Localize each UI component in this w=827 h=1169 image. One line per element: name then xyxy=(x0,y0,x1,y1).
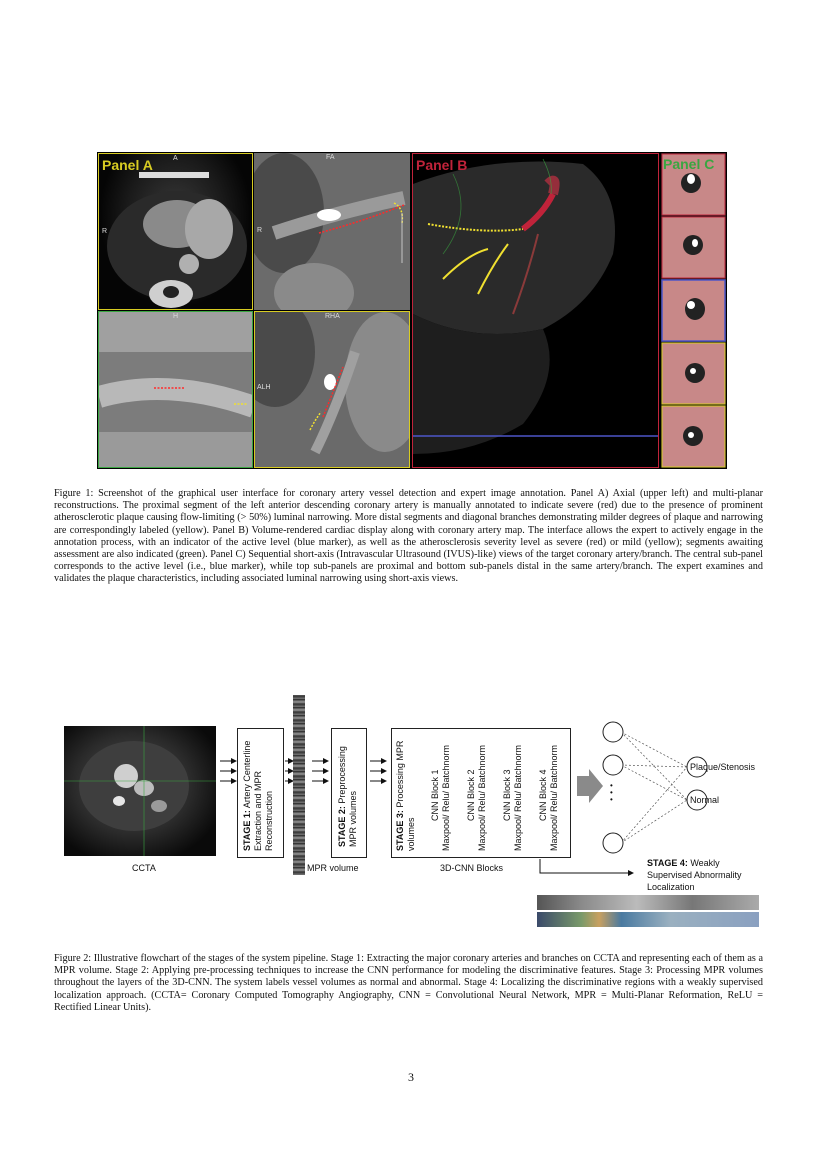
stage-3-rest: Processing MPR xyxy=(395,740,405,811)
ccta-image xyxy=(64,726,216,856)
cnn-block-4 xyxy=(538,745,560,851)
cnn-block-3-name: CNN Block 3 xyxy=(502,769,512,821)
short-axis-view-5 xyxy=(662,406,725,467)
localization-strip-1 xyxy=(537,895,759,910)
stage-3-bold: STAGE 3: xyxy=(395,810,405,851)
ccta-label: CCTA xyxy=(132,863,156,873)
h-ct-image xyxy=(99,312,253,468)
panel-a-axial-view[interactable] xyxy=(98,153,253,310)
panel-a-h-view[interactable] xyxy=(98,311,253,468)
panel-b-label: Panel B xyxy=(416,157,468,173)
stage-1-rest: Artery Centerline xyxy=(242,740,252,811)
stage-1-text xyxy=(242,741,275,851)
hidden-node-3 xyxy=(603,833,623,853)
view-label-rha: RHA xyxy=(325,313,340,320)
output-network xyxy=(595,713,775,863)
view-label-fa: FA xyxy=(326,154,335,161)
cnn-block-4-name: CNN Block 4 xyxy=(538,769,548,821)
view-label-r2: R xyxy=(257,227,263,234)
rha-ct-image xyxy=(255,312,410,468)
stage-1-box xyxy=(237,728,284,858)
stage-4-line2: Supervised Abnormality xyxy=(647,870,742,880)
output-label-normal: Normal xyxy=(690,795,720,805)
cardiac-volume-render xyxy=(413,154,659,468)
stage-3-line2: volumes xyxy=(406,817,416,851)
figure-1-caption: Figure 1: Screenshot of the graphical user interface for coronary artery vessel detection and expert image annotation. Panel A) Axial (upper left) and multi-planar reconstructions. The proximal segment of the left anterior descending coronary artery is manually annotated to indicate severe (red) due to the presence of prominent atherosclerotic plaque causing flow-limiting (> 50%) luminal narrowing. More distal segments and diagonal branches demonstrating milder degrees of plaque and narrowing are correspondingly labeled (yellow). Panel B) Volume-rendered cardiac display along with coronary artery map. The interface allows the expert to actively engage in the annotation process, with an indicator of the active level (blue marker), as well as the atherosclerosis severity level as severe (red) or mild (yellow); segments awaiting assessment are also indicated (green). Panel C) Sequential short-axis (Intravascular Ultrasound (IVUS)-like) views of the target coronary artery/branch. The central sub-panel corresponds to the active level (i.e., blue marker), while top sub-panels are proximal and bottom sub-panels distal in the same artery/branch. The expert examines and validates the plaque characteristics, including associated luminal narrowing using short-axis views. xyxy=(54,488,763,585)
page-number: 3 xyxy=(408,1070,414,1084)
figure-2-caption: Figure 2: Illustrative flowchart of the stages of the system pipeline. Stage 1: Extracting the major coronary arteries and branches on CCTA and representing each of them as a MPR volume. Stage 2: Applying pre-processing techniques to increase the CNN performance for modeling the discriminative features. Stage 3: Processing MPR volumes throughout the layers of the 3D-CNN. The system labels vessel volumes as normal and abnormal. Stage 4: Localizing the discriminative regions with a weakly supervised localization approach. (CCTA= Coronary Computed Tomography Angiography, CNN = Convolutional Neural Network, MPR = Multi-Planar Reformation, ReLU = Rectified Linear Units). xyxy=(54,953,763,1013)
stage-1-bold: STAGE 1: xyxy=(242,810,252,851)
cnn-block-2-name: CNN Block 2 xyxy=(466,769,476,821)
cnn-block-2 xyxy=(466,745,488,851)
panel-a-fa-view[interactable] xyxy=(254,153,410,310)
localization-strip-2 xyxy=(537,912,759,927)
panel-a-rha-view[interactable] xyxy=(254,311,410,468)
fa-ct-image xyxy=(254,153,410,310)
stage-3-text xyxy=(395,741,417,851)
view-label-a: A xyxy=(173,155,178,162)
cnn-block-3 xyxy=(502,745,524,851)
hidden-nodes-ellipsis: • • • xyxy=(610,781,613,804)
cnn-block-1 xyxy=(430,745,452,851)
stage-2-box xyxy=(331,728,367,858)
figure-2 xyxy=(60,695,770,935)
view-label-r1: R xyxy=(102,228,108,235)
output-label-plaque: Plaque/Stenosis xyxy=(690,762,756,772)
mpr-volume-strip xyxy=(293,695,305,875)
mpr-volume-label: MPR volume xyxy=(307,863,359,873)
cnn-block-3-ops: Maxpool/ Relu/ Batchnorm xyxy=(513,744,523,851)
short-axis-view-2 xyxy=(662,217,725,278)
view-label-alh: ALH xyxy=(257,384,271,391)
cnn-blocks-label: 3D-CNN Blocks xyxy=(440,863,504,873)
cnn-block-1-ops: Maxpool/ Relu/ Batchnorm xyxy=(441,744,451,851)
stage-4-line3: Localization xyxy=(647,882,695,892)
stage-2-rest: Preprocessing xyxy=(337,746,347,807)
panel-c-short-axis-stack[interactable] xyxy=(661,153,726,468)
localization-arrow xyxy=(538,857,658,887)
cnn-block-1-name: CNN Block 1 xyxy=(430,769,440,821)
panel-c-label: Panel C xyxy=(663,156,715,172)
cnn-block-2-ops: Maxpool/ Relu/ Batchnorm xyxy=(477,744,487,851)
stage-4-rest: Weakly xyxy=(687,858,720,868)
cnn-block-4-ops: Maxpool/ Relu/ Batchnorm xyxy=(549,744,559,851)
stage-2-bold: STAGE 2: xyxy=(337,806,347,847)
hidden-node-2 xyxy=(603,755,623,775)
axial-ct-image xyxy=(99,154,253,310)
hidden-node-1 xyxy=(603,722,623,742)
stage-1-line3: Reconstruction xyxy=(264,790,274,851)
stage-1-line2: Extraction and MPR xyxy=(253,770,263,851)
stage-2-text xyxy=(337,746,359,847)
stage-4-text xyxy=(647,857,742,893)
stage-3-box xyxy=(391,728,571,858)
stage-2-line2: MPR volumes xyxy=(348,790,358,847)
stage-4-bold: STAGE 4: xyxy=(647,858,688,868)
panel-a-label: Panel A xyxy=(102,157,153,173)
view-label-h: H xyxy=(173,313,179,320)
ivus-like-views xyxy=(661,153,726,468)
short-axis-view-3-active xyxy=(662,280,725,341)
figure-1 xyxy=(97,152,727,469)
panel-b-volume-render[interactable] xyxy=(412,153,659,468)
short-axis-view-4 xyxy=(662,343,725,404)
